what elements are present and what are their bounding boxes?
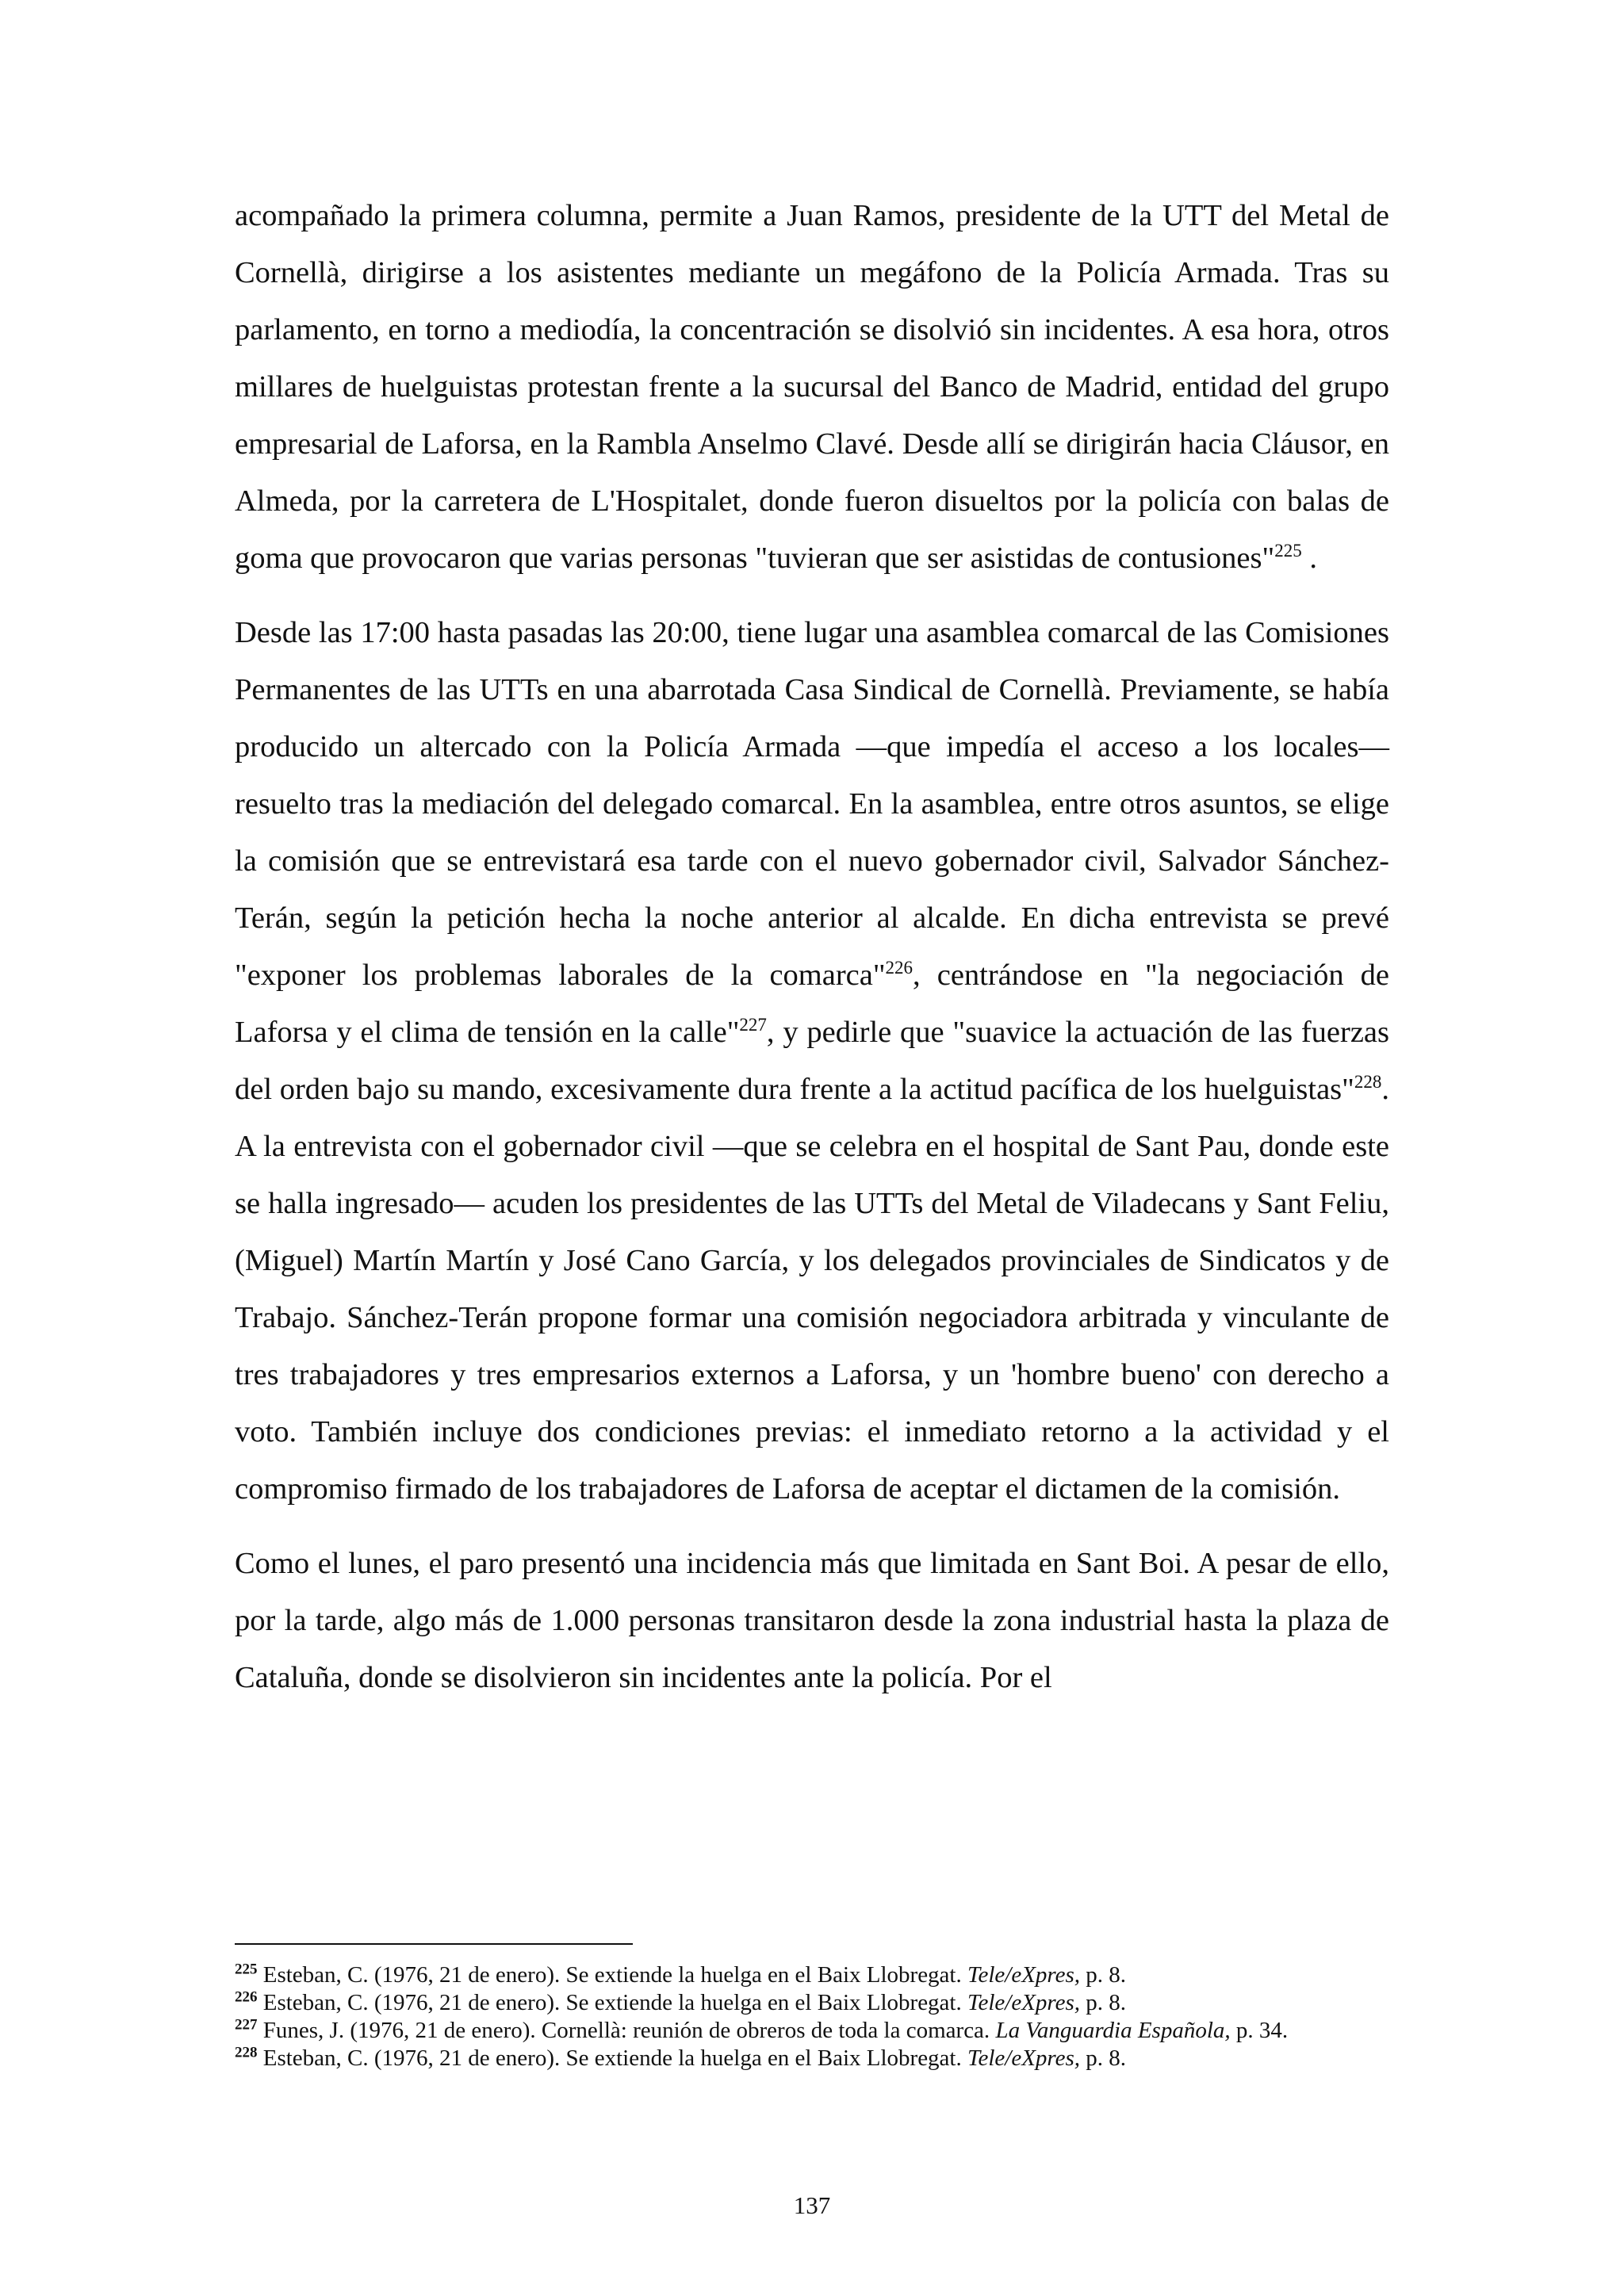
footnote-source-title: Tele/eXpres, — [967, 1990, 1081, 2015]
footnote-225 — [235, 1961, 1389, 1989]
footnote-text: Funes, J. (1976, 21 de enero). Cornellà: reunión de obreros de toda la comarca. — [257, 2018, 996, 2043]
footnote-number: 227 — [235, 2016, 258, 2034]
text-run: acompañado la primera columna, permite a Juan Ramos, presidente de la UTT del Metal de Cornellà, dirigirse a los asistentes mediante un megáfono de la Policía Armada. Tras su parlamento, en torno a mediodía, la concentración se disolvió sin incidentes. A esa hora, otros millares de huelguistas protestan frente a la sucursal del Banco de Madrid, entidad del grupo empresarial de Laforsa, en la Rambla Anselmo Clavé. Desde allí se dirigirán hacia Cláusor, en Almeda, por la carretera de L'Hospitalet, donde fueron disueltos por la policía con balas de goma que provocaron que varias personas "tuvieran que ser asistidas de contusiones" — [235, 199, 1389, 575]
footnote-ref-226[interactable]: 226 — [885, 958, 914, 978]
footnote-source-title: La Vanguardia Española, — [995, 2018, 1231, 2043]
footnote-227 — [235, 2017, 1389, 2045]
footnote-number: 225 — [235, 1961, 258, 1978]
text-run: , y pedirle que "suavice la actuación de las fuerzas del orden bajo su mando, excesivamente dura frente a la actitud pacífica de los huelguistas" — [235, 1016, 1389, 1106]
footnote-text: Esteban, C. (1976, 21 de enero). Se extiende la huelga en el Baix Llobregat. — [257, 1990, 967, 2015]
text-run: , centrándose en "la negociación de Laforsa y el clima de tensión en la calle" — [235, 959, 1389, 1049]
paragraph — [235, 604, 1389, 1517]
footnotes — [235, 1961, 1389, 2072]
page-number: 137 — [793, 2191, 831, 2219]
paragraph — [235, 1535, 1389, 1706]
footnote-source-title: Tele/eXpres, — [967, 2045, 1081, 2071]
body-text — [235, 187, 1389, 1724]
footnote-number: 226 — [235, 1988, 258, 2006]
footnote-text: p. 34. — [1230, 2018, 1289, 2043]
text-run: . A la entrevista con el gobernador civil —que se celebra en el hospital de Sant Pau, donde este se halla ingresado— acuden los presidentes de las UTTs del Metal de Viladecans y Sant Feliu, (Miguel) Martín Martín y José Cano García, y los delegados provinciales de Sindicatos y de Trabajo. Sánchez-Terán propone formar una comisión negociadora arbitrada y vinculante de tres trabajadores y tres empresarios externos a Laforsa, y un 'hombre bueno' con derecho a voto. También incluye dos condiciones previas: el inmediato retorno a la actividad y el compromiso firmado de los trabajadores de Laforsa de aceptar el dictamen de la comisión. — [235, 1073, 1389, 1506]
footnote-text: p. 8. — [1080, 1990, 1127, 2015]
text-run: Desde las 17:00 hasta pasadas las 20:00, tiene lugar una asamblea comarcal de las Comisiones Permanentes de las UTTs en una abarrotada Casa Sindical de Cornellà. Previamente, se había producido un altercado con la Policía Armada —que impedía el acceso a los locales— resuelto tras la mediación del delegado comarcal. En la asamblea, entre otros asuntos, se elige la comisión que se entrevistará esa tarde con el nuevo gobernador civil, Salvador Sánchez-Terán, según la petición hecha la noche anterior al alcalde. En dicha entrevista se prevé "exponer los problemas laborales de la comarca" — [235, 616, 1389, 992]
footnote-text: Esteban, C. (1976, 21 de enero). Se extiende la huelga en el Baix Llobregat. — [257, 1962, 967, 1988]
footnote-ref-225[interactable]: 225 — [1274, 541, 1302, 561]
footnote-separator — [235, 1943, 633, 1945]
paragraph — [235, 187, 1389, 587]
footnote-source-title: Tele/eXpres, — [967, 1962, 1081, 1988]
text-run: Como el lunes, el paro presentó una incidencia más que limitada en Sant Boi. A pesar de ello, por la tarde, algo más de 1.000 personas transitaron desde la zona industrial hasta la plaza de Cataluña, donde se disolvieron sin incidentes ante la policía. Por el — [235, 1547, 1389, 1694]
footnote-226 — [235, 1989, 1389, 2017]
footnote-text: Esteban, C. (1976, 21 de enero). Se extiende la huelga en el Baix Llobregat. — [257, 2045, 967, 2071]
footnote-228 — [235, 2045, 1389, 2072]
footnote-text: p. 8. — [1080, 1962, 1127, 1988]
footnote-number: 228 — [235, 2044, 258, 2061]
footnote-text: p. 8. — [1080, 2045, 1127, 2071]
text-run: . — [1301, 541, 1317, 575]
footnote-ref-227[interactable]: 227 — [739, 1015, 767, 1035]
footnote-ref-228[interactable]: 228 — [1354, 1072, 1382, 1093]
